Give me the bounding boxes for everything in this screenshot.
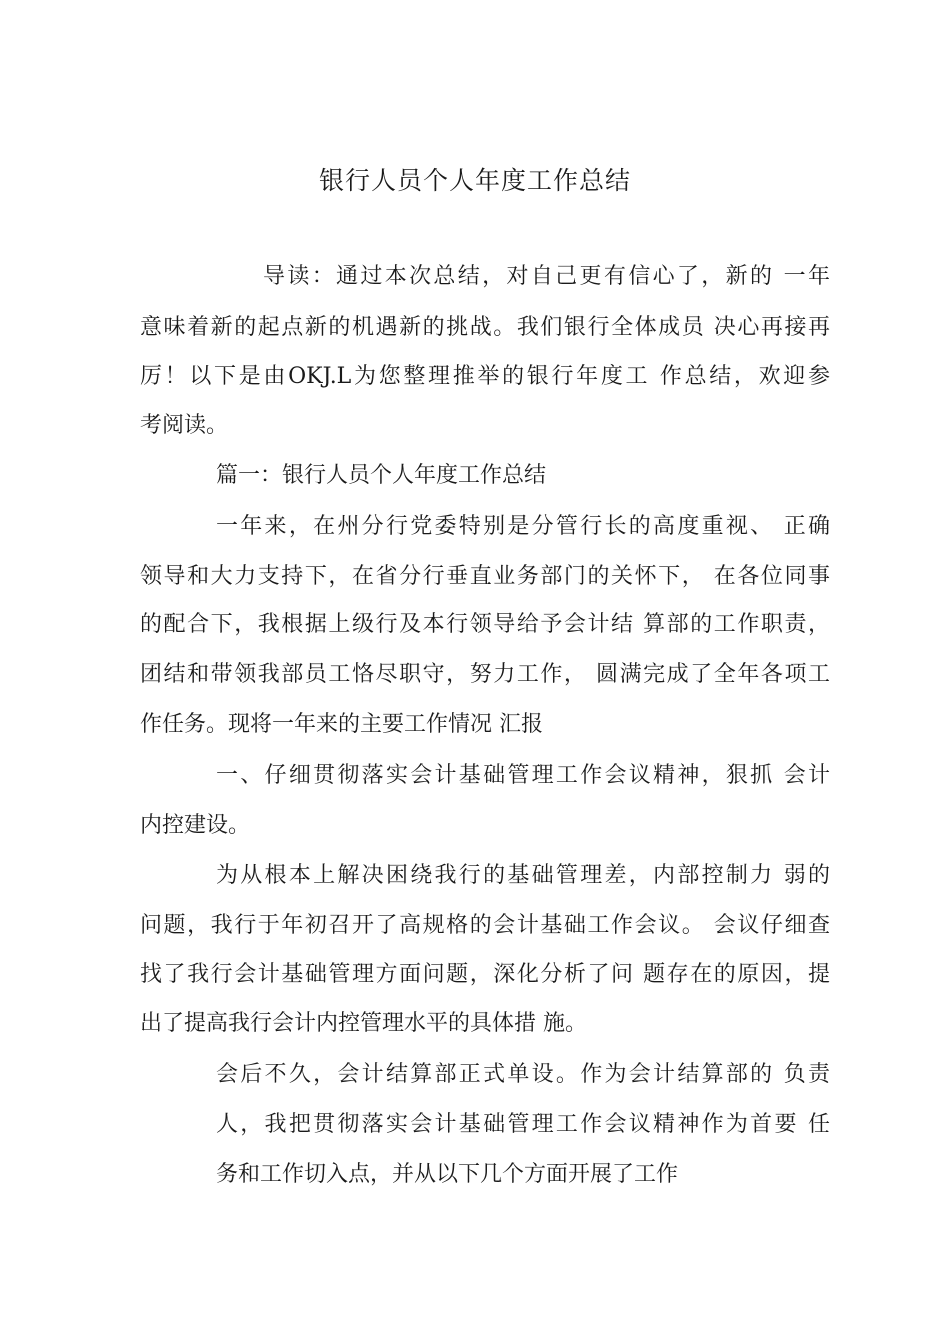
para2-line-1: 为从根本上解决困绕我行的基础管理差，内部控制力 弱的: [216, 863, 830, 888]
intro-line-2: 意味着新的起点新的机遇新的挑战。我们银行全体成员 决心再接再: [140, 315, 830, 340]
para2-line-2: 问题，我行于年初召开了高规格的会计基础工作会议。 会议仔细查: [140, 913, 830, 938]
para1-line-5: 作任务。现将一年来的主要工作情况 汇报: [140, 712, 543, 737]
para3-line-1: 会后不久，会计结算部正式单设。作为会计结算部的 负责: [216, 1062, 830, 1087]
document-title: 银行人员个人年度工作总结: [318, 166, 631, 195]
item1-heading-line-2: 内控建设。: [140, 813, 251, 838]
para1-line-3: 的配合下，我根据上级行及本行领导给予会计结 算部的工作职责，: [140, 612, 830, 637]
para3-line-2: 人，我把贯彻落实会计基础管理工作会议精神作为首要 任: [216, 1112, 830, 1137]
para1-line-2: 领导和大力支持下，在省分行垂直业务部门的关怀下， 在各位同事: [140, 564, 830, 589]
para2-line-4: 出了提高我行会计内控管理水平的具体措 施。: [140, 1011, 587, 1036]
intro-line-4: 考阅读。: [140, 413, 229, 438]
para1-line-4: 团结和带领我部员工恪尽职守，努力工作， 圆满完成了全年各项工: [140, 662, 830, 687]
para3-line-3: 务和工作切入点，并从以下几个方面开展了工作: [216, 1162, 679, 1187]
item1-heading-line-1: 一、仔细贯彻落实会计基础管理工作会议精神，狠抓 会计: [216, 763, 830, 788]
para2-line-3: 找了我行会计基础管理方面问题，深化分析了问 题存在的原因，提: [140, 962, 830, 987]
section-heading: 篇一：银行人员个人年度工作总结: [216, 463, 547, 488]
intro-line-1: 导读：通过本次总结，对自己更有信心了，新的 一年: [263, 264, 830, 289]
para1-line-1: 一年来，在州分行党委特别是分管行长的高度重视、 正确: [216, 514, 830, 539]
intro-line-3: 厉！以下是由OKJ.L为您整理推举的银行年度工 作总结，欢迎参: [140, 364, 830, 389]
